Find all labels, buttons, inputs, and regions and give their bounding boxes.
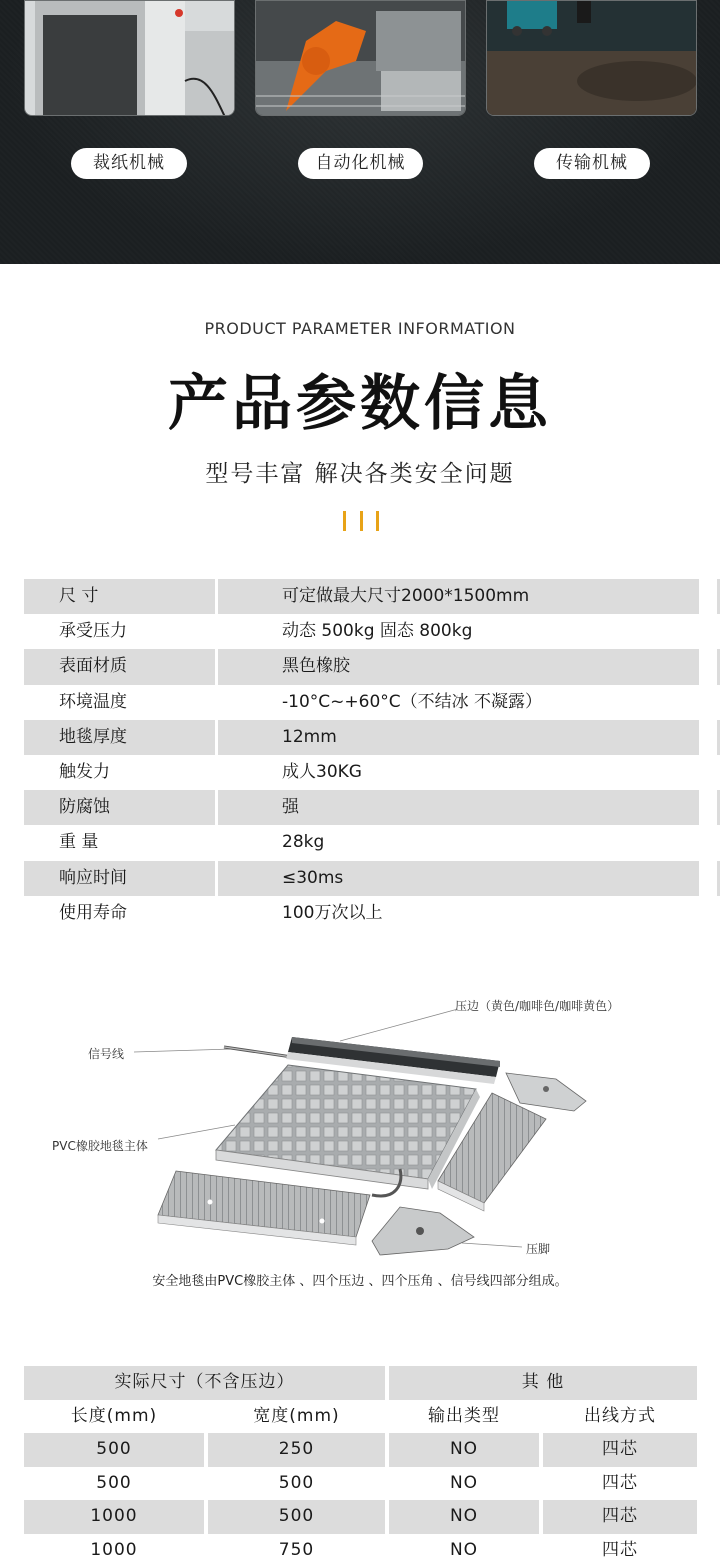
group-header-other: 其 他: [389, 1366, 697, 1400]
param-value: 强: [218, 790, 699, 825]
table-row: [24, 896, 720, 931]
label-pill-conveyor: 传输机械: [534, 148, 650, 179]
cell-width: 500: [278, 1472, 315, 1493]
table-row: [24, 825, 720, 860]
param-label: 地毯厚度: [24, 720, 215, 755]
table-row: [24, 1467, 697, 1501]
param-value: 黑色橡胶: [218, 649, 699, 684]
cell-width: 750: [278, 1539, 315, 1560]
parameter-table: [24, 579, 720, 931]
decorative-bars: [343, 511, 379, 531]
table-row: [24, 614, 720, 649]
cell-output: NO: [389, 1500, 539, 1534]
section-english-title: PRODUCT PARAMETER INFORMATION: [204, 319, 516, 338]
param-label: 响应时间: [24, 861, 215, 896]
column-header: 长度(mm): [70, 1405, 158, 1426]
column-header: 宽度(mm): [253, 1405, 340, 1426]
param-label: 表面材质: [24, 649, 215, 684]
cell-width: 500: [208, 1500, 385, 1534]
param-value: ≤30ms: [218, 861, 699, 896]
table-group-header: [24, 1366, 697, 1400]
param-value: 12mm: [218, 720, 699, 755]
param-label: 承受压力: [59, 621, 127, 642]
cell-width: 250: [208, 1433, 385, 1467]
group-header-size: 实际尺寸（不含压边）: [24, 1366, 385, 1400]
label-mat-body: PVC橡胶地毯主体: [52, 1139, 148, 1153]
param-value: 可定做最大尺寸2000*1500mm: [218, 579, 699, 614]
cutting-machine-photo: [24, 0, 235, 116]
cell-length: 500: [24, 1433, 204, 1467]
cell-length: 1000: [90, 1539, 138, 1560]
diagram-caption: 安全地毯由PVC橡胶主体 、四个压边 、四个压角 、信号线四部分组成。: [152, 1274, 568, 1289]
conveyor-photo: [486, 0, 697, 116]
param-value: 28kg: [282, 832, 325, 853]
label-pill-automation: 自动化机械: [298, 148, 423, 179]
table-row: [24, 1534, 697, 1568]
param-label: 使用寿命: [59, 902, 127, 923]
cell-output: NO: [449, 1539, 479, 1560]
section-title: 产品参数信息: [168, 369, 552, 439]
application-banner: [0, 0, 720, 264]
param-label: 防腐蚀: [24, 790, 215, 825]
cell-wiring: 四芯: [602, 1539, 638, 1560]
cell-output: NO: [449, 1472, 479, 1493]
cell-length: 500: [96, 1472, 132, 1493]
table-row: [24, 720, 720, 755]
table-column-header: [24, 1400, 697, 1434]
conveyor-illustration: [487, 1, 697, 116]
column-header: 输出类型: [428, 1405, 500, 1426]
bar: [376, 511, 379, 531]
table-row: [24, 579, 720, 614]
size-table: [24, 1366, 697, 1568]
cell-length: 1000: [24, 1500, 204, 1534]
param-value: -10°C~+60°C（不结冰 不凝露）: [282, 691, 543, 712]
column-header: 出线方式: [584, 1405, 656, 1426]
param-value: 成人30KG: [282, 761, 362, 782]
table-row: [24, 1500, 697, 1534]
cell-wiring: 四芯: [602, 1472, 638, 1493]
label-edge: 压边（黄色/咖啡色/咖啡黄色）: [455, 999, 620, 1013]
label-foot: 压脚: [526, 1242, 551, 1256]
param-label: 尺 寸: [24, 579, 215, 614]
bar: [360, 511, 363, 531]
table-row: [24, 1433, 697, 1467]
automation-robot-photo: [255, 0, 466, 116]
label-pill-cutting: 裁纸机械: [71, 148, 187, 179]
cutting-machine-illustration: [25, 1, 235, 116]
table-row: [24, 755, 720, 790]
param-label: 重 量: [59, 832, 99, 853]
robot-arm-illustration: [256, 1, 466, 116]
table-row: [24, 649, 720, 684]
section-subtitle: 型号丰富 解决各类安全问题: [205, 461, 515, 487]
param-label: 环境温度: [59, 691, 127, 712]
label-signal-wire: 信号线: [88, 1047, 125, 1061]
param-label: 触发力: [59, 761, 110, 782]
table-row: [24, 685, 720, 720]
cell-wiring: 四芯: [543, 1433, 697, 1467]
cell-output: NO: [389, 1433, 539, 1467]
table-row: [24, 790, 720, 825]
bar: [343, 511, 346, 531]
param-value: 动态 500kg 固态 800kg: [282, 621, 473, 642]
cell-wiring: 四芯: [543, 1500, 697, 1534]
table-row: [24, 861, 720, 896]
param-value: 100万次以上: [282, 902, 383, 923]
mat-exploded-diagram: [0, 985, 720, 1295]
